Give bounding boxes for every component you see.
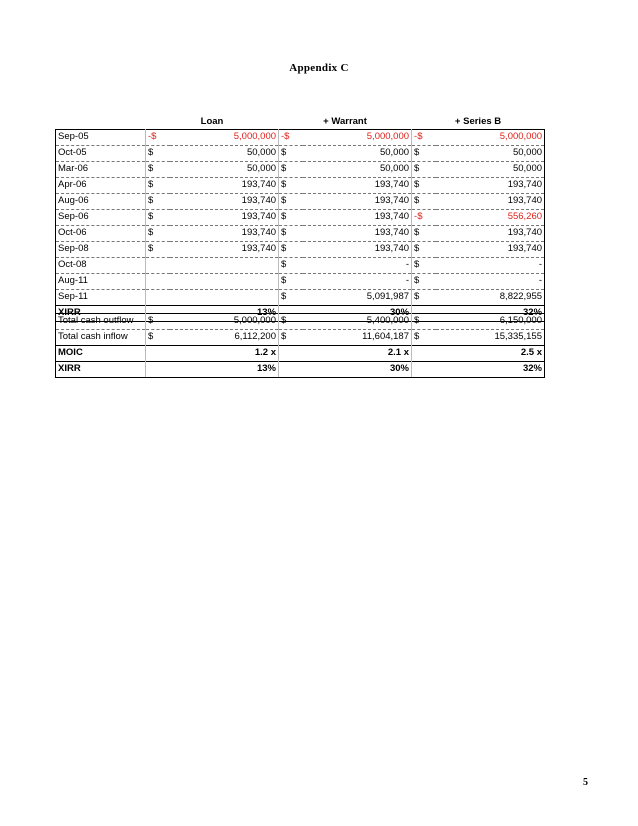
currency-sign: [146, 290, 170, 306]
row-date: Sep-11: [56, 290, 146, 306]
cashflow-row: [56, 178, 545, 194]
metric-value: 2.5 x: [412, 346, 545, 362]
currency-sign: $: [279, 162, 303, 178]
summary-row: [56, 330, 545, 346]
cashflow-row: [56, 130, 545, 146]
amount-cell: 50,000: [436, 146, 545, 162]
row-date: Apr-06: [56, 178, 146, 194]
currency-sign: $: [146, 162, 170, 178]
cashflow-row: [56, 242, 545, 258]
amount-cell: 193,740: [303, 226, 412, 242]
amount-cell: 50,000: [170, 162, 279, 178]
currency-sign: $: [146, 194, 170, 210]
row-date: Mar-06: [56, 162, 146, 178]
amount-cell: 6,112,200: [170, 330, 279, 346]
amount-cell: 193,740: [303, 194, 412, 210]
cashflow-row: [56, 226, 545, 242]
cashflow-row: [56, 274, 545, 290]
row-date: Sep-06: [56, 210, 146, 226]
currency-sign: [146, 258, 170, 274]
cashflow-row: [56, 194, 545, 210]
amount-cell: 5,000,000: [170, 314, 279, 330]
row-label: XIRR: [56, 362, 146, 378]
amount-cell: 193,740: [303, 210, 412, 226]
currency-sign: -$: [279, 130, 303, 146]
amount-cell: 193,740: [170, 194, 279, 210]
currency-sign: $: [279, 274, 303, 290]
currency-sign: $: [279, 178, 303, 194]
currency-sign: $: [412, 274, 436, 290]
summary-table: [55, 313, 545, 378]
cashflow-row: [56, 290, 545, 306]
amount-cell: 11,604,187: [303, 330, 412, 346]
cashflow-row: [56, 146, 545, 162]
currency-sign: $: [279, 226, 303, 242]
currency-sign: $: [279, 194, 303, 210]
amount-cell: 5,000,000: [436, 130, 545, 146]
amount-cell: -: [303, 258, 412, 274]
row-label: MOIC: [56, 346, 146, 362]
currency-sign: $: [279, 290, 303, 306]
currency-sign: $: [146, 242, 170, 258]
currency-sign: $: [279, 314, 303, 330]
amount-cell: 15,335,155: [436, 330, 545, 346]
amount-cell: 193,740: [436, 242, 545, 258]
amount-cell: 193,740: [170, 210, 279, 226]
currency-sign: $: [412, 330, 436, 346]
amount-cell: [170, 258, 279, 274]
cashflow-table: [55, 116, 545, 322]
amount-cell: 193,740: [170, 242, 279, 258]
column-header: Loan: [200, 116, 224, 128]
row-date: Oct-08: [56, 258, 146, 274]
amount-cell: 50,000: [303, 146, 412, 162]
metric-value: 1.2 x: [146, 346, 279, 362]
amount-cell: 193,740: [303, 242, 412, 258]
amount-cell: 50,000: [436, 162, 545, 178]
page-number: 5: [583, 777, 588, 788]
row-label: XIRR: [56, 306, 146, 322]
row-date: Sep-08: [56, 242, 146, 258]
currency-sign: $: [146, 226, 170, 242]
currency-sign: -$: [146, 130, 170, 146]
amount-cell: [170, 274, 279, 290]
currency-sign: $: [279, 258, 303, 274]
amount-cell: 193,740: [436, 226, 545, 242]
header-row: [56, 116, 545, 130]
amount-cell: -: [303, 274, 412, 290]
amount-cell: 50,000: [303, 162, 412, 178]
currency-sign: -$: [412, 210, 436, 226]
currency-sign: $: [146, 330, 170, 346]
metric-value: 13%: [146, 306, 279, 322]
cashflow-row: [56, 162, 545, 178]
currency-sign: $: [412, 194, 436, 210]
amount-cell: -: [436, 258, 545, 274]
currency-sign: -$: [412, 130, 436, 146]
metric-value: 30%: [279, 306, 412, 322]
row-date: Aug-06: [56, 194, 146, 210]
currency-sign: $: [412, 242, 436, 258]
moic-row-row: [56, 346, 545, 362]
row-label: Total cash inflow: [56, 330, 146, 346]
amount-cell: 8,822,955: [436, 290, 545, 306]
currency-sign: [146, 274, 170, 290]
row-date: Sep-05: [56, 130, 146, 146]
currency-sign: $: [412, 226, 436, 242]
amount-cell: 50,000: [170, 146, 279, 162]
amount-cell: 193,740: [436, 178, 545, 194]
metric-value: 32%: [412, 362, 545, 378]
amount-cell: 193,740: [303, 178, 412, 194]
cashflow-row: [56, 210, 545, 226]
currency-sign: $: [146, 146, 170, 162]
currency-sign: $: [279, 146, 303, 162]
cashflow-row: [56, 258, 545, 274]
xirr-row-row: [56, 362, 545, 378]
column-header: + Series B: [454, 116, 502, 128]
amount-cell: 5,400,000: [303, 314, 412, 330]
column-header: + Warrant: [323, 116, 367, 128]
metric-value: 30%: [279, 362, 412, 378]
amount-cell: 193,740: [170, 178, 279, 194]
currency-sign: $: [412, 258, 436, 274]
header-blank: [56, 116, 146, 130]
page-title: Appendix C: [289, 62, 349, 74]
row-date: Oct-06: [56, 226, 146, 242]
amount-cell: 5,000,000: [170, 130, 279, 146]
currency-sign: $: [412, 290, 436, 306]
currency-sign: $: [146, 314, 170, 330]
currency-sign: $: [412, 146, 436, 162]
amount-cell: 193,740: [436, 194, 545, 210]
metric-value: 13%: [146, 362, 279, 378]
currency-sign: $: [412, 178, 436, 194]
amount-cell: -: [436, 274, 545, 290]
amount-cell: 5,000,000: [303, 130, 412, 146]
amount-cell: 5,091,987: [303, 290, 412, 306]
summary-row: [56, 314, 545, 330]
currency-sign: $: [412, 314, 436, 330]
row-label: Total cash outflow: [56, 314, 146, 330]
amount-cell: 556,260: [436, 210, 545, 226]
metric-value: 32%: [412, 306, 545, 322]
currency-sign: $: [146, 178, 170, 194]
amount-cell: 6,150,000: [436, 314, 545, 330]
currency-sign: $: [146, 210, 170, 226]
currency-sign: $: [279, 242, 303, 258]
row-date: Oct-05: [56, 146, 146, 162]
currency-sign: $: [279, 210, 303, 226]
amount-cell: 193,740: [170, 226, 279, 242]
amount-cell: [170, 290, 279, 306]
currency-sign: $: [279, 330, 303, 346]
row-date: Aug-11: [56, 274, 146, 290]
currency-sign: $: [412, 162, 436, 178]
metric-value: 2.1 x: [279, 346, 412, 362]
